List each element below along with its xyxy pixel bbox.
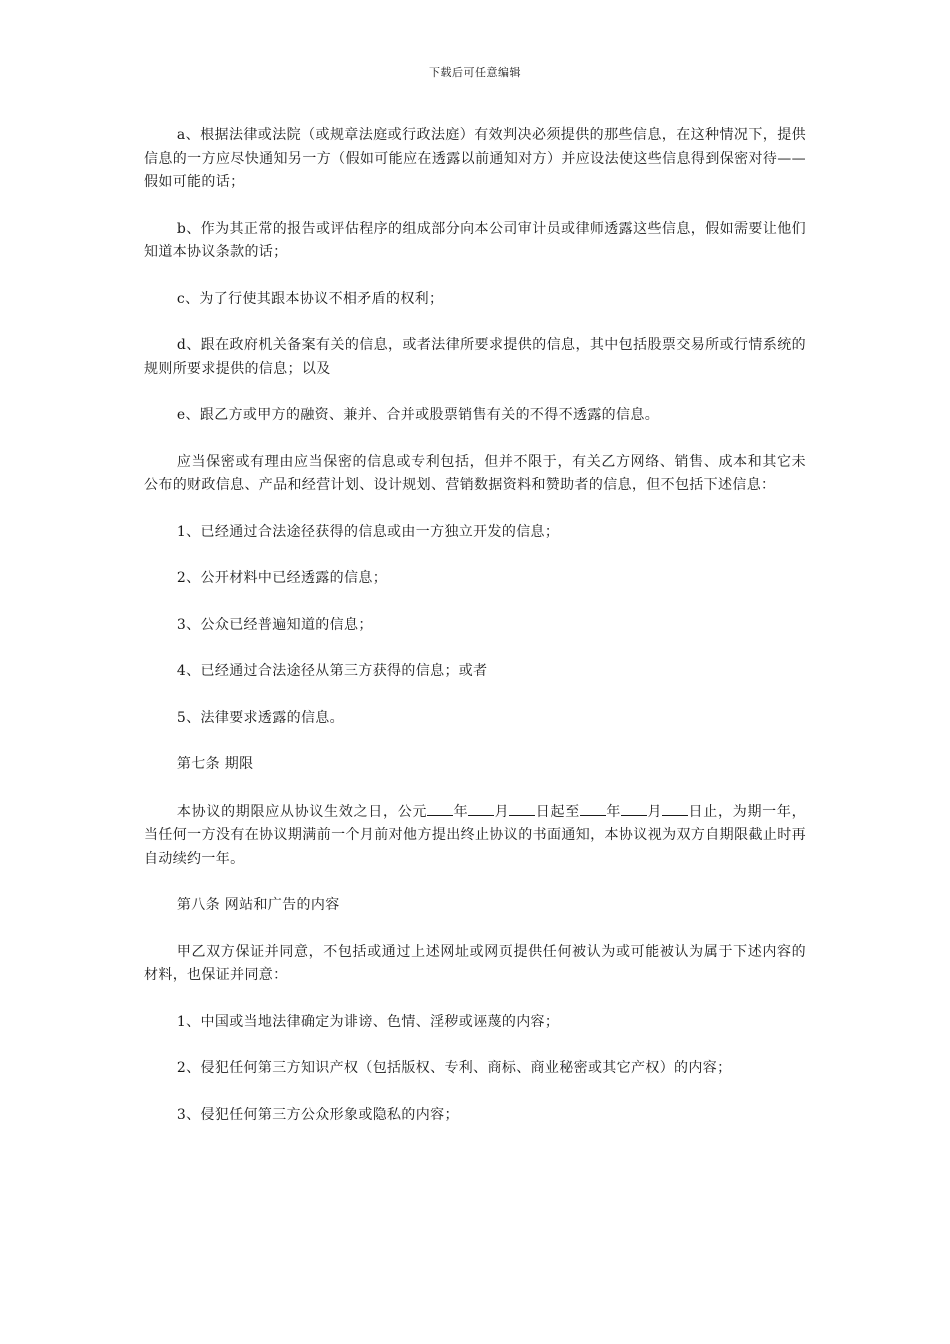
term-day-1: 日起至: [535, 803, 580, 820]
clause-b: b、作为其正常的报告或评估程序的组成部分向本公司审计员或律师透露这些信息，假如需要让他们知道本协议条款的话；: [144, 220, 806, 260]
blank-day-1: [509, 800, 535, 816]
blank-year-1: [427, 800, 453, 816]
term-text-start: 本协议的期限应从协议生效之日，公元: [176, 803, 428, 820]
confidential-info-definition: 应当保密或有理由应当保密的信息或专利包括，但并不限于，有关乙方网络、销售、成本和其它未公布的财政信息、产品和经营计划、设计规划、营销数据资料和赞助者的信息，但不包括下述信息：: [144, 453, 806, 493]
term-month-1: 月: [494, 803, 510, 820]
exclusion-item-4: 4、已经通过合法途径从第三方获得的信息；或者: [176, 663, 488, 679]
blank-month-2: [621, 800, 647, 816]
exclusion-item-5: 5、法律要求透露的信息。: [176, 709, 344, 726]
prohibited-item-3: 3、侵犯任何第三方公众形象或隐私的内容；: [176, 1106, 459, 1123]
term-year-2: 年: [605, 803, 622, 820]
prohibited-item-2: 2、侵犯任何第三方知识产权（包括版权、专利、商标、商业秘密或其它产权）的内容；: [176, 1060, 732, 1076]
article-7-heading: 第七条 期限: [176, 756, 254, 772]
content-guarantee: 甲乙双方保证并同意，不包括或通过上述网址或网页提供任何被认为或可能被认为属于下述内容的材料，也保证并同意：: [144, 943, 806, 983]
blank-month-1: [468, 800, 494, 816]
term-text-end: 日止，为期一年，当任何一方没有在协议期满前一个月前对他方提出终止协议的书面通知，本协议视为双方自期限截止时再自动续约一年。: [144, 803, 806, 867]
clause-e: e、跟乙方或甲方的融资、兼并、合并或股票销售有关的不得不透露的信息。: [176, 407, 660, 423]
exclusion-item-2: 2、公开材料中已经透露的信息；: [176, 570, 388, 586]
term-month-2: 月: [647, 803, 663, 820]
page-header: 下载后可任意编辑: [429, 66, 521, 79]
document-body: [144, 124, 806, 1150]
article-8-heading: 第八条 网站和广告的内容: [176, 897, 340, 913]
term-paragraph: [144, 800, 806, 872]
term-year-1: 年: [453, 803, 469, 820]
exclusion-item-3: 3、公众已经普遍知道的信息；: [176, 616, 373, 633]
clause-a: a、根据法律或法院（或规章法庭或行政法庭）有效判决必须提供的那些信息，在这种情况下，提供信息的一方应尽快通知另一方（假如可能应在透露以前通知对方）并应设法使这些信息得到保密对待——假如可能的话；: [144, 127, 806, 190]
blank-year-2: [580, 800, 606, 816]
prohibited-item-1: 1、中国或当地法律确定为诽谤、色情、淫秽或诬蔑的内容；: [176, 1013, 560, 1030]
clause-c: c、为了行使其跟本协议不相矛盾的权利；: [176, 290, 444, 307]
exclusion-item-1: 1、已经通过合法途径获得的信息或由一方独立开发的信息；: [176, 523, 560, 540]
clause-d: d、跟在政府机关备案有关的信息，或者法律所要求提供的信息，其中包括股票交易所或行情系统的规则所要求提供的信息；以及: [144, 337, 806, 377]
blank-day-2: [662, 800, 688, 816]
